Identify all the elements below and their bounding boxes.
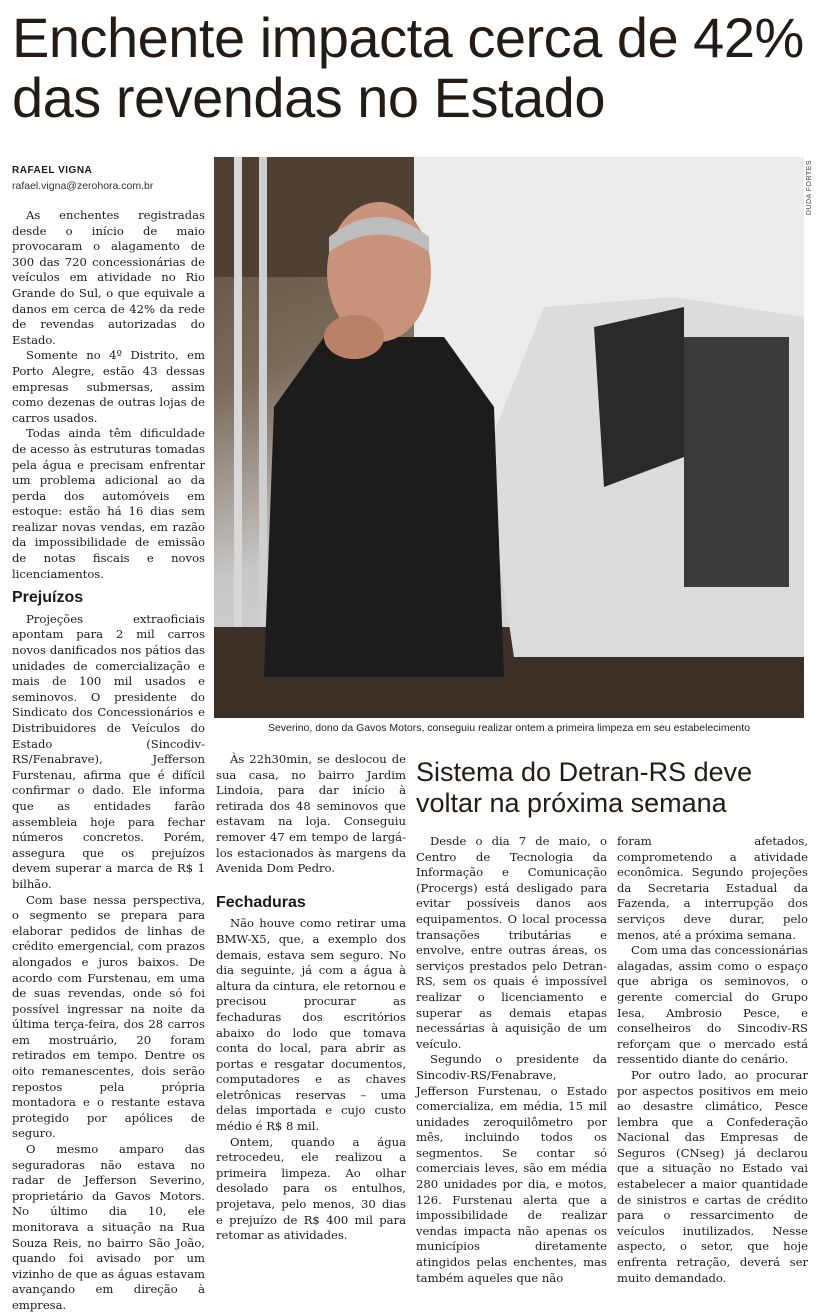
column-2 — [216, 752, 406, 1244]
author-name: RAFAEL VIGNA — [12, 165, 93, 176]
author-email: rafael.vigna@zerohora.com.br — [12, 180, 154, 192]
paragraph: Por outro lado, ao procurar por aspectos positivos em meio ao desastre climático, Pesce lembra que a Confederação Nacional das Empresas de Seguros (CNseg) já declarou que a situação no Estado vai estabelecer a maior quantidade de sinistros e cartas de crédito para o ressarcimento de veículos inutilizados. Nesse aspecto, o setor, que hoje enfrenta retração, deverá ser muito demandado. — [617, 1067, 808, 1285]
paragraph: Ontem, quando a água retrocedeu, ele realizou a primeira limpeza. Ao olhar desolado para os entulhos, projetava, pelo menos, 30 dias e prejuízo de R$ 400 mil para retomar as atividades. — [216, 1134, 406, 1243]
photo-caption: Severino, dono da Gavos Motors, conseguiu realizar ontem a primeira limpeza em seu estabelecimento — [267, 722, 751, 734]
paragraph: Com uma das concessionárias alagadas, assim como o espaço que abriga os seminovos, o gerente comercial do Grupo Iesa, Ambrosio Pesce, e conselheiros do Sincodiv-RS reforçam que o mercado está ressentido diante do cenário. — [617, 943, 808, 1067]
subheadline: Sistema do Detran-RS deve voltar na próxima semana — [416, 757, 753, 818]
paragraph: Segundo o presidente da Sincodiv-RS/Fenabrave, Jefferson Furstenau, o Estado comercializa, em média, 15 mil unidades zeroquilômetro por mês, incluindo todos os segmentos. Se contar só comerciais leves, são em média 280 unidades por dia, e motos, 126. Furstenau alerta que a impossibilidade de realizar vendas impacta não apenas os municípios diretamente atingidos pelas enchentes, mas também aqueles que não — [416, 1052, 607, 1285]
photo-illustration — [214, 157, 804, 718]
column-3 — [416, 834, 607, 1286]
news-photo — [214, 157, 804, 718]
paragraph: foram afetados, comprometendo a atividade econômica. Segundo projeções da Secretaria Estadual da Fazenda, a interrupção dos serviços deve durar, pelo menos, até a próxima semana. — [617, 834, 808, 942]
paragraph: Somente no 4º Distrito, em Porto Alegre, estão 43 dessas empresas submersas, assim como dezenas de outras lojas de carros usados. — [12, 348, 205, 425]
paragraph: Às 22h30min, se deslocou de sua casa, no bairro Jardim Lindoia, para dar início à retirada dos 48 seminovos que estavam na loja. Conseguiu remover 47 em tempo de largá-los estacionados às margens da Avenida Dom Pedro. — [216, 752, 406, 876]
section-heading-prejuizos: Prejuízos — [12, 589, 84, 607]
column-1 — [12, 208, 205, 1314]
column-4 — [617, 834, 808, 1286]
headline: Enchente impacta cerca de 42% das revendas no Estado — [12, 6, 804, 129]
paragraph: As enchentes registradas desde o início de maio provocaram o alagamento de 300 das 720 concessionárias de veículos em atividade no Rio Grande do Sul, o que equivale a danos em cerca de 42% da rede de revendas autorizadas do Estado. — [12, 208, 205, 347]
paragraph: Não houve como retirar uma BMW-X5, que, a exemplo dos demais, estava sem seguro. No dia seguinte, já com a água à altura da cintura, ele retornou e precisou procurar as fechaduras dos escritórios abaixo do lodo que tomava conta do local, para abrir as portas e resgatar documentos, computadores e as chaves eletrônicas reservas – uma delas importada e cujo custo médio é R$ 8 mil. — [216, 916, 406, 1134]
section-heading-fechaduras: Fechaduras — [216, 893, 306, 911]
paragraph: Projeções extraoficiais apontam para 2 mil carros novos danificados nos pátios das unidades de comercialização e mais de 100 mil usados e seminovos. O presidente do Sindicato dos Concessionários e Distribuidores de Veículos do Estado (Sincodiv-RS/Fenabrave), Jefferson Furstenau, afirma que é difícil confirmar o dado. Ele informa que as entidades farão assembleia hoje para fechar números concretos. Porém, assegura que os prejuízos devem superar a marca de R$ 1 bilhão. — [12, 611, 205, 891]
paragraph: Com base nessa perspectiva, o segmento se prepara para elaborar pedidos de linhas de crédito emergencial, com prazos alongados e juros baixos. De acordo com Furstenau, em uma de suas revendas, onde só foi possível ingressar na noite da última terça-feira, dos 28 carros em mostruário, 20 foram retirados em tempo. Dentre os oito remanescentes, dois serão repostos pela própria montadora e o restante estava protegido por apólices de seguro. — [12, 892, 205, 1141]
photo-credit: DUDA FORTES — [806, 160, 813, 216]
paragraph: O mesmo amparo das seguradoras não estava no radar de Jefferson Severino, proprietário da Gavos Motors. No último dia 10, ele monitorava a situação na Rua Souza Reis, no bairro São João, quando foi avisado por um vizinho de que as águas estavam avançando em direção à empresa. — [12, 1142, 205, 1312]
paragraph: Desde o dia 7 de maio, o Centro de Tecnologia da Informação e Comunicação (Procergs) está desligado para evitar possíveis danos aos equipamentos. O local processa transações tributárias e envolve, entre outras áreas, os serviços prestados pelo Detran-RS, sem os quais é impossível realizar o licenciamento e superar as demais etapas necessárias à aquisição de um veículo. — [416, 834, 607, 1051]
paragraph: Todas ainda têm dificuldade de acesso às estruturas tomadas pela água e precisam enfrentar um problema adicional ao da perda dos automóveis em estoque: estão há 16 dias sem realizar novas vendas, em razão da impossibilidade de emissão de notas fiscais e novos licenciamentos. — [12, 426, 205, 581]
